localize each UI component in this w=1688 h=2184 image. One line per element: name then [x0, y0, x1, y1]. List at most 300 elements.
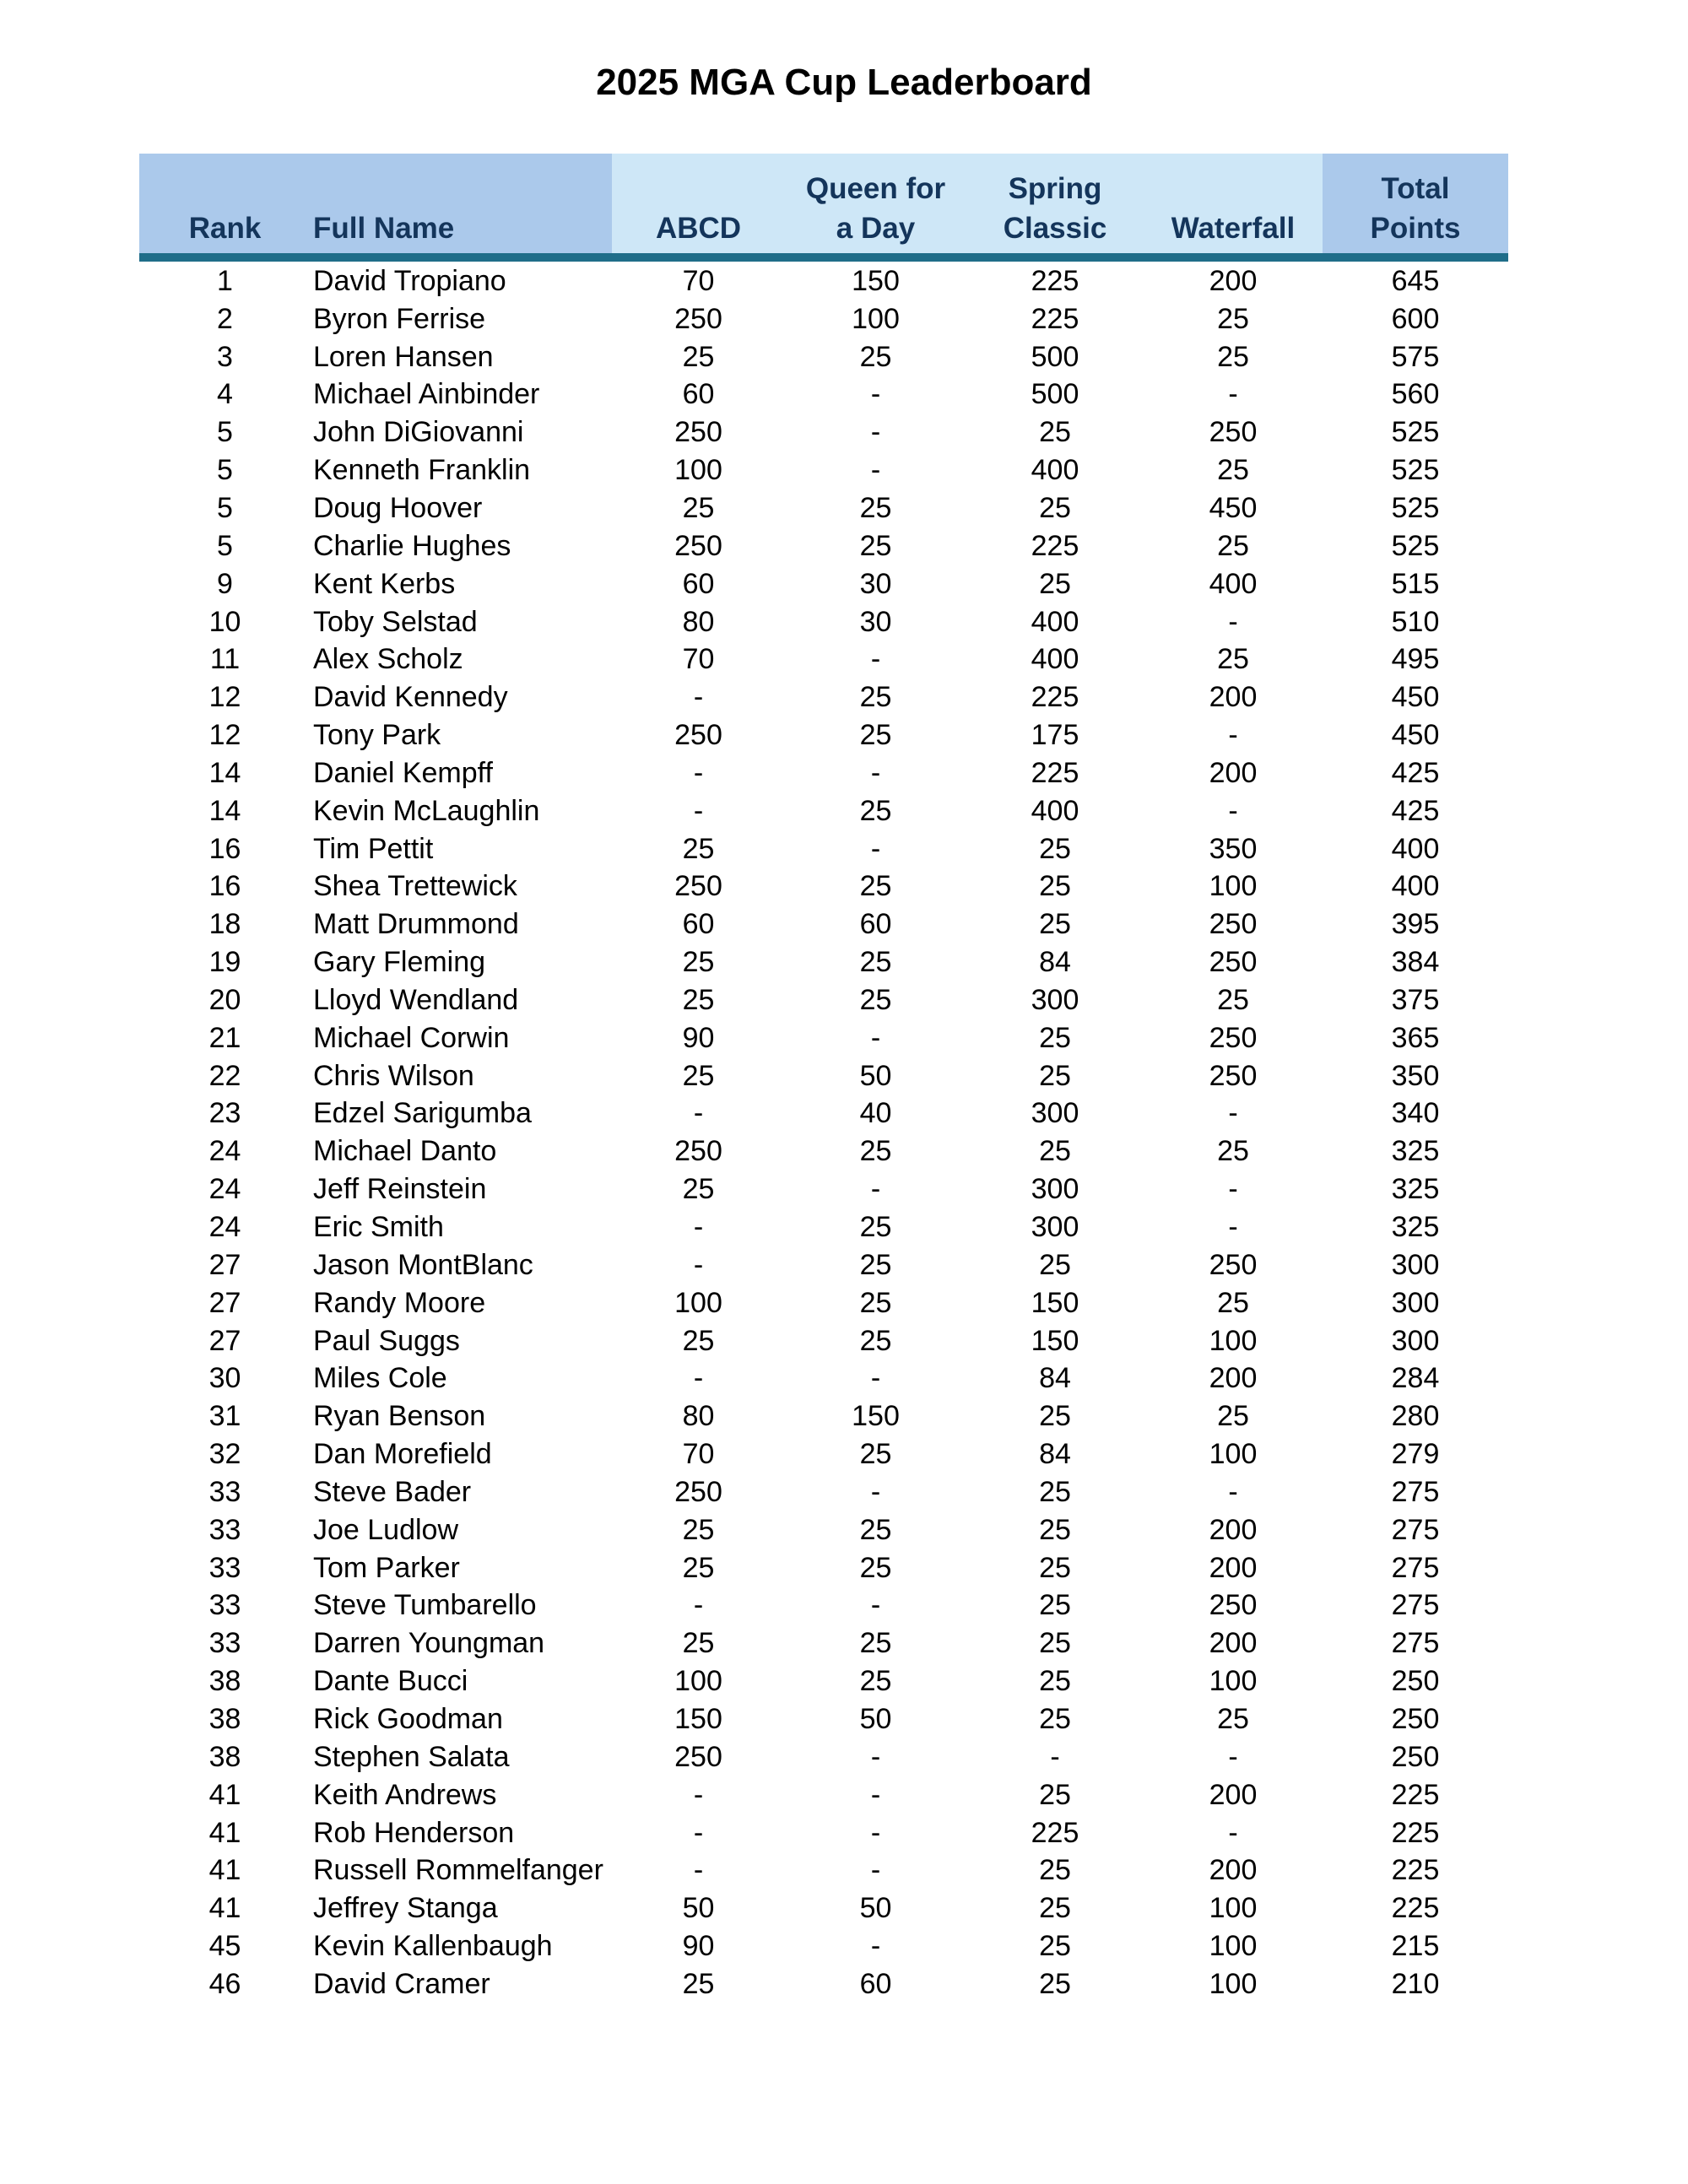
- cell-name: Tom Parker: [313, 1551, 460, 1584]
- table-row: [139, 1927, 1508, 1965]
- header-label: Points: [1370, 212, 1461, 245]
- cell-total: 645: [1391, 264, 1440, 297]
- cell-waterfall: 450: [1209, 491, 1258, 524]
- cell-waterfall: -: [1228, 1211, 1238, 1244]
- table-row: [139, 678, 1508, 716]
- cell-spring: 400: [1031, 794, 1079, 827]
- cell-abcd: 50: [682, 1892, 715, 1925]
- table-row: [139, 1662, 1508, 1700]
- cell-waterfall: 200: [1209, 264, 1258, 297]
- cell-waterfall: 200: [1209, 681, 1258, 714]
- cell-abcd: 90: [682, 1930, 715, 1963]
- cell-spring: 225: [1031, 529, 1079, 562]
- page-title: 2025 MGA Cup Leaderboard: [596, 62, 1092, 103]
- table-row: [139, 716, 1508, 754]
- cell-total: 515: [1391, 567, 1440, 600]
- cell-spring: 25: [1039, 491, 1071, 524]
- cell-waterfall: 200: [1209, 756, 1258, 789]
- cell-spring: 25: [1039, 1513, 1071, 1546]
- table-row: [139, 414, 1508, 451]
- cell-spring: 500: [1031, 340, 1079, 373]
- cell-queen: 25: [859, 1551, 892, 1584]
- table-row: [139, 1965, 1508, 2003]
- cell-spring: 500: [1031, 378, 1079, 411]
- cell-spring: 25: [1039, 1135, 1071, 1168]
- cell-waterfall: 250: [1209, 1589, 1258, 1622]
- cell-spring: 225: [1031, 264, 1079, 297]
- cell-abcd: 60: [682, 378, 715, 411]
- table-row: [139, 603, 1508, 641]
- cell-name: Matt Drummond: [313, 908, 519, 941]
- cell-queen: 25: [859, 491, 892, 524]
- table-row: [139, 1057, 1508, 1095]
- cell-abcd: 25: [682, 1967, 715, 2000]
- cell-total: 350: [1391, 1059, 1440, 1092]
- cell-abcd: 70: [682, 643, 715, 676]
- cell-name: Kevin Kallenbaugh: [313, 1930, 553, 1963]
- cell-name: Steve Tumbarello: [313, 1589, 537, 1622]
- cell-spring: 225: [1031, 756, 1079, 789]
- cell-abcd: 100: [674, 1665, 722, 1698]
- cell-abcd: 90: [682, 1021, 715, 1054]
- cell-rank: 19: [208, 946, 241, 979]
- cell-waterfall: 100: [1209, 1892, 1258, 1925]
- cell-spring: 25: [1039, 1400, 1071, 1433]
- table-row: [139, 565, 1508, 603]
- cell-abcd: -: [693, 1097, 704, 1130]
- cell-rank: 16: [208, 870, 241, 903]
- cell-total: 510: [1391, 605, 1440, 638]
- cell-spring: 225: [1031, 681, 1079, 714]
- table-row: [139, 376, 1508, 414]
- cell-waterfall: 25: [1217, 454, 1249, 487]
- cell-rank: 14: [208, 756, 241, 789]
- cell-total: 560: [1391, 378, 1440, 411]
- cell-abcd: 250: [674, 1135, 722, 1168]
- cell-name: Daniel Kempff: [313, 756, 493, 789]
- cell-waterfall: 250: [1209, 416, 1258, 449]
- cell-spring: 25: [1039, 1021, 1071, 1054]
- cell-name: Darren Youngman: [313, 1627, 545, 1660]
- table-row: [139, 905, 1508, 943]
- cell-abcd: -: [693, 681, 704, 714]
- cell-name: Lloyd Wendland: [313, 983, 519, 1016]
- cell-rank: 41: [208, 1854, 241, 1887]
- cell-abcd: 250: [674, 719, 722, 752]
- table-row: [139, 1284, 1508, 1322]
- header-cell-abcd: [612, 154, 785, 253]
- cell-spring: 25: [1039, 1930, 1071, 1963]
- cell-queen: 25: [859, 1627, 892, 1660]
- cell-abcd: 25: [682, 983, 715, 1016]
- cell-queen: 25: [859, 794, 892, 827]
- cell-rank: 5: [217, 491, 233, 524]
- table-row: [139, 1208, 1508, 1246]
- cell-abcd: -: [693, 1362, 704, 1395]
- cell-waterfall: 100: [1209, 1930, 1258, 1963]
- cell-waterfall: -: [1228, 794, 1238, 827]
- cell-spring: 300: [1031, 1173, 1079, 1206]
- cell-queen: 25: [859, 1324, 892, 1357]
- cell-total: 365: [1391, 1021, 1440, 1054]
- cell-waterfall: 400: [1209, 567, 1258, 600]
- cell-total: 325: [1391, 1135, 1440, 1168]
- cell-name: Charlie Hughes: [313, 529, 511, 562]
- cell-queen: 40: [859, 1097, 892, 1130]
- cell-spring: 25: [1039, 1854, 1071, 1887]
- cell-abcd: 70: [682, 264, 715, 297]
- cell-spring: 25: [1039, 416, 1071, 449]
- table-row: [139, 943, 1508, 981]
- cell-spring: 25: [1039, 1589, 1071, 1622]
- cell-queen: 100: [852, 302, 900, 335]
- cell-total: 600: [1391, 302, 1440, 335]
- cell-queen: 50: [859, 1059, 892, 1092]
- cell-spring: 25: [1039, 1551, 1071, 1584]
- table-row: [139, 1095, 1508, 1133]
- cell-name: Toby Selstad: [313, 605, 478, 638]
- cell-spring: 25: [1039, 1059, 1071, 1092]
- cell-abcd: 25: [682, 946, 715, 979]
- cell-rank: 27: [208, 1248, 241, 1281]
- cell-spring: 225: [1031, 1816, 1079, 1849]
- header-label: Classic: [1003, 212, 1107, 245]
- cell-total: 279: [1391, 1438, 1440, 1471]
- cell-name: David Kennedy: [313, 681, 508, 714]
- cell-waterfall: 250: [1209, 908, 1258, 941]
- cell-waterfall: 100: [1209, 1665, 1258, 1698]
- cell-name: Shea Trettewick: [313, 870, 517, 903]
- cell-rank: 18: [208, 908, 241, 941]
- cell-total: 575: [1391, 340, 1440, 373]
- cell-queen: 25: [859, 1211, 892, 1244]
- cell-rank: 20: [208, 983, 241, 1016]
- cell-queen: 25: [859, 340, 892, 373]
- cell-spring: 25: [1039, 1627, 1071, 1660]
- cell-rank: 22: [208, 1059, 241, 1092]
- cell-rank: 9: [217, 567, 233, 600]
- cell-rank: 16: [208, 832, 241, 865]
- cell-abcd: -: [693, 794, 704, 827]
- table-row: [139, 1549, 1508, 1587]
- cell-queen: 150: [852, 264, 900, 297]
- cell-abcd: 25: [682, 1513, 715, 1546]
- cell-waterfall: -: [1228, 719, 1238, 752]
- cell-rank: 27: [208, 1286, 241, 1319]
- cell-name: Doug Hoover: [313, 491, 483, 524]
- cell-abcd: 60: [682, 567, 715, 600]
- cell-queen: -: [870, 416, 881, 449]
- table-row: [139, 1738, 1508, 1776]
- cell-total: 215: [1391, 1930, 1440, 1963]
- cell-abcd: 25: [682, 1324, 715, 1357]
- cell-waterfall: 25: [1217, 529, 1249, 562]
- cell-waterfall: 250: [1209, 1059, 1258, 1092]
- cell-rank: 1: [217, 264, 233, 297]
- cell-total: 425: [1391, 756, 1440, 789]
- cell-abcd: 25: [682, 832, 715, 865]
- cell-rank: 41: [208, 1816, 241, 1849]
- cell-total: 300: [1391, 1248, 1440, 1281]
- cell-name: Byron Ferrise: [313, 302, 486, 335]
- cell-waterfall: -: [1228, 1173, 1238, 1206]
- cell-total: 275: [1391, 1589, 1440, 1622]
- cell-total: 495: [1391, 643, 1440, 676]
- cell-name: Jeffrey Stanga: [313, 1892, 498, 1925]
- cell-name: Keith Andrews: [313, 1778, 497, 1811]
- cell-waterfall: -: [1228, 1816, 1238, 1849]
- cell-rank: 24: [208, 1173, 241, 1206]
- cell-waterfall: 25: [1217, 1400, 1249, 1433]
- cell-waterfall: 100: [1209, 870, 1258, 903]
- cell-spring: -: [1050, 1740, 1060, 1773]
- cell-queen: 25: [859, 1286, 892, 1319]
- cell-rank: 27: [208, 1324, 241, 1357]
- cell-total: 425: [1391, 794, 1440, 827]
- table-row: [139, 300, 1508, 338]
- table-row: [139, 1170, 1508, 1208]
- cell-spring: 25: [1039, 1475, 1071, 1508]
- cell-queen: -: [870, 1740, 881, 1773]
- cell-queen: -: [870, 832, 881, 865]
- cell-name: Russell Rommelfanger: [313, 1854, 603, 1887]
- cell-waterfall: -: [1228, 1475, 1238, 1508]
- cell-rank: 33: [208, 1475, 241, 1508]
- cell-name: Dante Bucci: [313, 1665, 468, 1698]
- cell-abcd: 250: [674, 302, 722, 335]
- cell-abcd: 100: [674, 1286, 722, 1319]
- cell-queen: -: [870, 1930, 881, 1963]
- cell-total: 300: [1391, 1324, 1440, 1357]
- cell-name: Randy Moore: [313, 1286, 486, 1319]
- cell-rank: 5: [217, 416, 233, 449]
- cell-name: Eric Smith: [313, 1211, 444, 1244]
- cell-rank: 2: [217, 302, 233, 335]
- table-row: [139, 1133, 1508, 1170]
- cell-queen: 25: [859, 1248, 892, 1281]
- table-row: [139, 451, 1508, 489]
- cell-queen: -: [870, 1816, 881, 1849]
- cell-total: 375: [1391, 983, 1440, 1016]
- cell-spring: 25: [1039, 908, 1071, 941]
- cell-total: 384: [1391, 946, 1440, 979]
- cell-waterfall: 200: [1209, 1778, 1258, 1811]
- cell-total: 275: [1391, 1475, 1440, 1508]
- cell-waterfall: 200: [1209, 1627, 1258, 1660]
- table-row: [139, 1776, 1508, 1814]
- cell-spring: 175: [1031, 719, 1079, 752]
- cell-abcd: 250: [674, 416, 722, 449]
- cell-queen: 25: [859, 1665, 892, 1698]
- cell-queen: -: [870, 1021, 881, 1054]
- table-row: [139, 754, 1508, 792]
- table-row: [139, 1019, 1508, 1057]
- cell-abcd: -: [693, 1854, 704, 1887]
- cell-name: John DiGiovanni: [313, 416, 524, 449]
- cell-total: 525: [1391, 416, 1440, 449]
- cell-rank: 11: [209, 643, 241, 676]
- cell-name: Edzel Sarigumba: [313, 1097, 532, 1130]
- cell-total: 525: [1391, 491, 1440, 524]
- leaderboard-header: [139, 154, 1508, 253]
- cell-queen: 25: [859, 946, 892, 979]
- cell-queen: 25: [859, 529, 892, 562]
- header-label: ABCD: [655, 212, 742, 245]
- cell-abcd: 25: [682, 1551, 715, 1584]
- cell-total: 280: [1391, 1400, 1440, 1433]
- cell-waterfall: -: [1228, 1097, 1238, 1130]
- cell-rank: 32: [208, 1438, 241, 1471]
- cell-waterfall: 200: [1209, 1854, 1258, 1887]
- cell-name: Dan Morefield: [313, 1438, 492, 1471]
- cell-waterfall: 100: [1209, 1438, 1258, 1471]
- cell-name: Kevin McLaughlin: [313, 794, 540, 827]
- cell-abcd: -: [693, 1211, 704, 1244]
- cell-queen: -: [870, 1173, 881, 1206]
- table-row: [139, 489, 1508, 527]
- cell-queen: 25: [859, 719, 892, 752]
- cell-spring: 25: [1039, 1778, 1071, 1811]
- cell-total: 250: [1391, 1740, 1440, 1773]
- cell-spring: 25: [1039, 1665, 1071, 1698]
- cell-total: 225: [1391, 1816, 1440, 1849]
- table-row: [139, 338, 1508, 376]
- cell-rank: 38: [208, 1740, 241, 1773]
- cell-waterfall: 250: [1209, 946, 1258, 979]
- header-label: Rank: [188, 212, 262, 245]
- cell-queen: 60: [859, 908, 892, 941]
- header-cell-waterfall: [1144, 154, 1323, 253]
- table-row: [139, 1814, 1508, 1852]
- table-row: [139, 1435, 1508, 1473]
- header-cell-name: [311, 154, 612, 253]
- table-row: [139, 262, 1508, 300]
- cell-name: Tony Park: [313, 719, 441, 752]
- cell-queen: 25: [859, 1438, 892, 1471]
- cell-rank: 46: [208, 1967, 241, 2000]
- cell-waterfall: 200: [1209, 1513, 1258, 1546]
- cell-rank: 5: [217, 454, 233, 487]
- cell-spring: 25: [1039, 1248, 1071, 1281]
- cell-spring: 25: [1039, 832, 1071, 865]
- cell-total: 325: [1391, 1211, 1440, 1244]
- cell-spring: 25: [1039, 1967, 1071, 2000]
- cell-waterfall: 100: [1209, 1324, 1258, 1357]
- cell-name: Joe Ludlow: [313, 1513, 459, 1546]
- cell-rank: 10: [208, 605, 241, 638]
- cell-abcd: 25: [682, 1173, 715, 1206]
- cell-name: David Tropiano: [313, 264, 506, 297]
- header-cell-total: [1323, 154, 1508, 253]
- table-row: [139, 1700, 1508, 1738]
- cell-rank: 38: [208, 1702, 241, 1735]
- table-row: [139, 1397, 1508, 1435]
- cell-total: 210: [1391, 1967, 1440, 2000]
- table-row: [139, 1889, 1508, 1927]
- cell-rank: 24: [208, 1135, 241, 1168]
- cell-name: Loren Hansen: [313, 340, 494, 373]
- cell-spring: 25: [1039, 567, 1071, 600]
- cell-queen: -: [870, 454, 881, 487]
- table-row: [139, 830, 1508, 868]
- header-label: Spring: [1008, 172, 1102, 205]
- cell-spring: 400: [1031, 454, 1079, 487]
- cell-spring: 25: [1039, 1702, 1071, 1735]
- header-label: Queen for: [805, 172, 946, 205]
- cell-abcd: 25: [682, 1627, 715, 1660]
- cell-waterfall: 25: [1217, 1702, 1249, 1735]
- cell-waterfall: 200: [1209, 1551, 1258, 1584]
- cell-spring: 300: [1031, 1097, 1079, 1130]
- cell-name: Kenneth Franklin: [313, 454, 531, 487]
- cell-spring: 25: [1039, 1892, 1071, 1925]
- table-row: [139, 1246, 1508, 1284]
- cell-total: 395: [1391, 908, 1440, 941]
- cell-spring: 84: [1039, 1438, 1071, 1471]
- cell-name: Tim Pettit: [313, 832, 434, 865]
- cell-total: 275: [1391, 1513, 1440, 1546]
- leaderboard-rows: [139, 262, 1508, 2003]
- cell-waterfall: -: [1228, 605, 1238, 638]
- cell-name: Michael Corwin: [313, 1021, 510, 1054]
- cell-rank: 33: [208, 1589, 241, 1622]
- cell-rank: 33: [208, 1627, 241, 1660]
- cell-name: Kent Kerbs: [313, 567, 456, 600]
- cell-total: 275: [1391, 1551, 1440, 1584]
- cell-name: Steve Bader: [313, 1475, 472, 1508]
- cell-waterfall: 25: [1217, 1286, 1249, 1319]
- cell-abcd: 80: [682, 1400, 715, 1433]
- table-row: [139, 641, 1508, 678]
- cell-name: Rob Henderson: [313, 1816, 515, 1849]
- cell-queen: -: [870, 378, 881, 411]
- header-cell-queen: [785, 154, 966, 253]
- cell-waterfall: -: [1228, 1740, 1238, 1773]
- cell-spring: 225: [1031, 302, 1079, 335]
- cell-name: Jeff Reinstein: [313, 1173, 487, 1206]
- cell-abcd: -: [693, 1589, 704, 1622]
- cell-name: Michael Danto: [313, 1135, 497, 1168]
- cell-name: Michael Ainbinder: [313, 378, 540, 411]
- table-row: [139, 527, 1508, 565]
- cell-total: 525: [1391, 454, 1440, 487]
- cell-total: 400: [1391, 832, 1440, 865]
- cell-queen: -: [870, 1778, 881, 1811]
- cell-queen: -: [870, 1854, 881, 1887]
- cell-abcd: 250: [674, 870, 722, 903]
- cell-waterfall: 25: [1217, 302, 1249, 335]
- cell-total: 225: [1391, 1892, 1440, 1925]
- cell-waterfall: 200: [1209, 1362, 1258, 1395]
- cell-abcd: -: [693, 1778, 704, 1811]
- header-label: Total: [1381, 172, 1450, 205]
- table-row: [139, 1624, 1508, 1662]
- cell-waterfall: 25: [1217, 643, 1249, 676]
- cell-abcd: -: [693, 756, 704, 789]
- cell-total: 284: [1391, 1362, 1440, 1395]
- header-label: a Day: [836, 212, 916, 245]
- cell-queen: -: [870, 1475, 881, 1508]
- cell-abcd: 150: [674, 1702, 722, 1735]
- table-row: [139, 1322, 1508, 1360]
- cell-waterfall: 100: [1209, 1967, 1258, 2000]
- table-row: [139, 792, 1508, 830]
- cell-abcd: -: [693, 1248, 704, 1281]
- cell-queen: -: [870, 756, 881, 789]
- cell-abcd: 100: [674, 454, 722, 487]
- cell-abcd: 80: [682, 605, 715, 638]
- cell-rank: 4: [217, 378, 233, 411]
